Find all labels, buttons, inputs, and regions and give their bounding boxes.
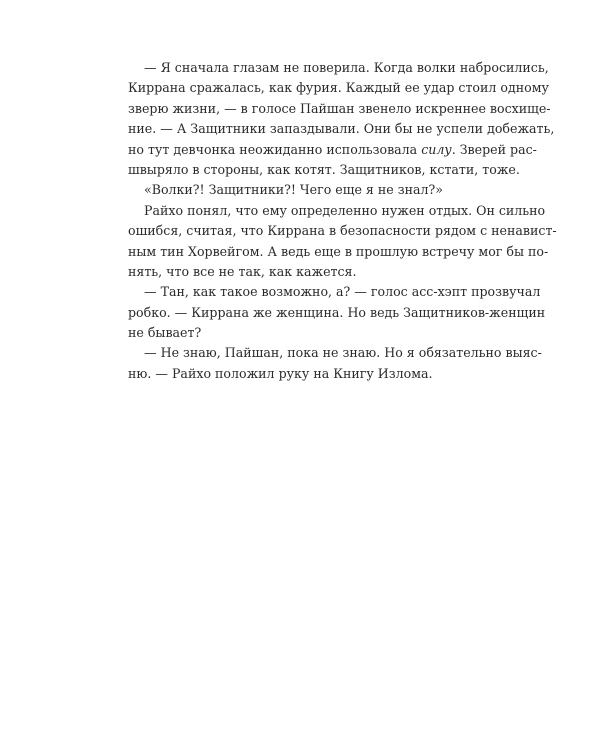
text-line xyxy=(128,140,537,160)
text-segment: . Зверей рас- xyxy=(451,141,537,157)
text-segment: но тут девчонка неожиданно использовала xyxy=(128,141,422,157)
text-line: — Я сначала глазам не поверила. Когда волки набросились, xyxy=(144,60,549,75)
text-line: Райхо понял, что ему определенно нужен отдых. Он сильно xyxy=(144,202,546,218)
text-line: ошибся, считая, что Киррана в безопасности рядом с ненавист- xyxy=(128,223,557,239)
text-line: «Волки?! Защитники?! Чего еще я не знал?» xyxy=(144,182,443,198)
italic-word: силу xyxy=(421,141,452,157)
text-line: не бывает? xyxy=(128,325,202,341)
text-line: зверю жизни, — в голосе Пайшан звенело искреннее восхище- xyxy=(128,100,551,116)
text-line: — Не знаю, Пайшан, пока не знаю. Но я обязательно выяс- xyxy=(144,345,542,361)
text-line: нять, что все не так, как кажется. xyxy=(128,263,357,279)
text-line: Киррана сражалась, как фурия. Каждый ее удар стоил одному xyxy=(128,80,549,96)
text-line: робко. — Киррана же женщина. Но ведь Защитников-женщин xyxy=(128,304,546,320)
body-text xyxy=(128,58,557,384)
text-line: ню. — Райхо положил руку на Книгу Излома. xyxy=(128,365,433,381)
text-line: ние. — А Защитники запаздывали. Они бы не успели добежать, xyxy=(128,121,555,137)
text-line: ным тин Хорвейгом. А ведь еще в прошлую встречу мог бы по- xyxy=(128,243,549,259)
text-line: — Тан, как такое возможно, а? — голос асс-хэпт прозвучал xyxy=(144,284,541,300)
text-line: швыряло в стороны, как котят. Защитников, кстати, тоже. xyxy=(128,161,520,177)
